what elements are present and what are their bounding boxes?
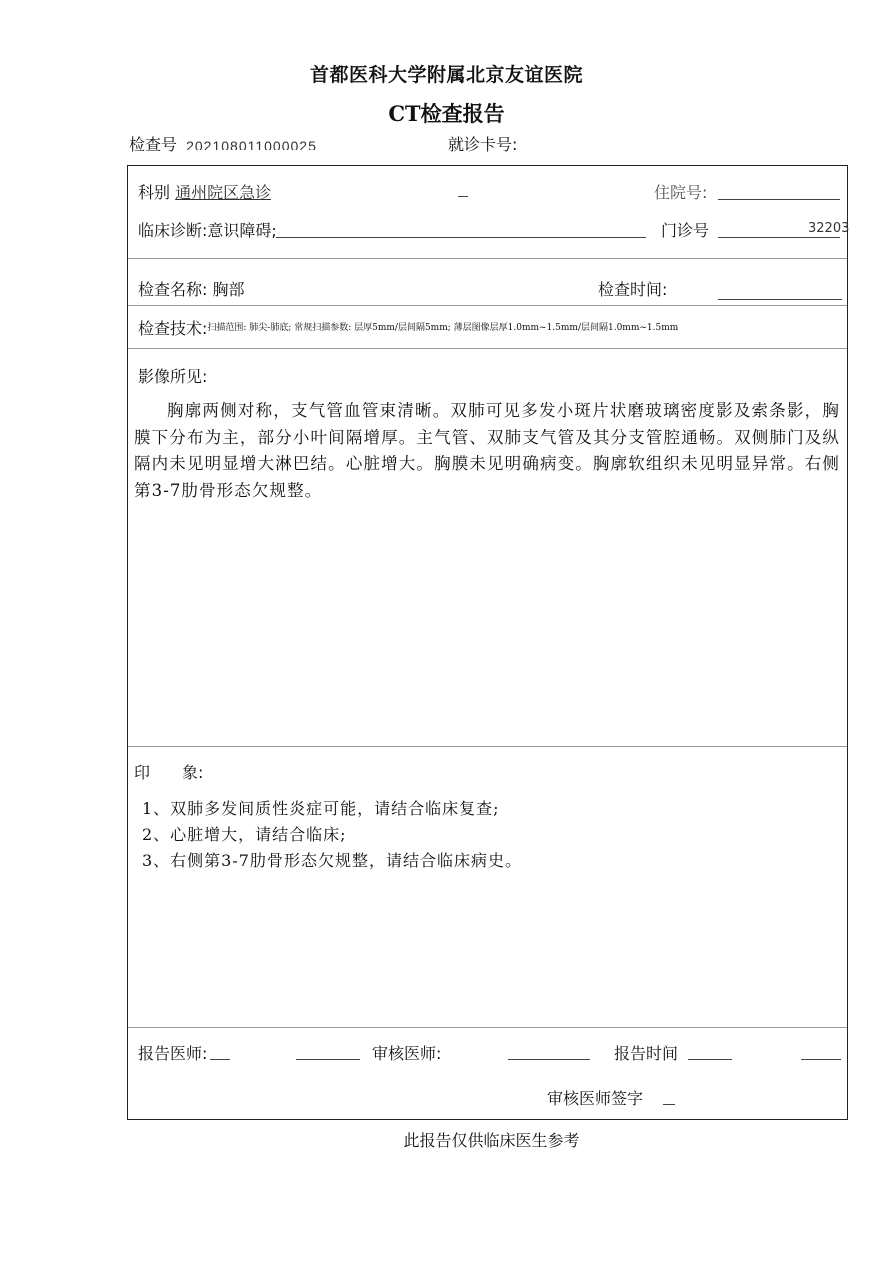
inpatient-number-underline [718,199,840,200]
reviewing-doctor-label: 审核医师: [372,1044,442,1063]
exam-technique-value: 扫描范围: 肺尖-肺底; 常规扫描参数: 层厚5mm/层间隔5mm; 薄层图像层厚1.0mm~1.5mm/层间隔1.0mm~1.5mm [207,323,679,333]
outpatient-number-label: 门诊号 [661,221,710,240]
impression-list [142,796,522,874]
report-title-prefix: CT [388,101,421,126]
impression-item: 3、右侧第3-7肋骨形态欠规整，请结合临床病史。 [142,851,522,870]
report-table [127,165,848,1120]
clinical-diagnosis-label: 临床诊断: [138,221,208,240]
exam-technique-label: 检查技术: [138,319,208,338]
reviewing-doctor-underline [508,1059,590,1060]
impression-item: 2、心脏增大，请结合临床; [142,825,347,844]
exam-name-label: 检查名称: [138,280,208,299]
reviewer-signature-underline [663,1104,675,1105]
visit-card-label: 就诊卡号: [448,135,518,154]
exam-time-underline [718,299,842,300]
exam-number-label: 检查号 [129,135,178,154]
exam-time-field [598,277,667,300]
reporting-doctor-underline [210,1059,230,1060]
department-field [138,180,271,200]
divider [128,746,847,747]
outpatient-number-field [661,218,709,241]
exam-time-label: 检查时间: [598,280,668,299]
impression-item: 1、双肺多发间质性炎症可能，请结合临床复查; [142,799,500,818]
clinical-diagnosis-field [138,218,277,241]
redacted-underline [458,196,468,197]
outpatient-number-underline [718,237,840,238]
findings-label: 影像所见: [138,367,208,386]
exam-number-value: 202108011000025 [186,138,317,150]
reporting-doctor-underline [296,1059,360,1060]
inpatient-number-field [654,180,707,200]
department-label: 科别 [138,183,171,200]
exam-name-value: 胸部 [212,280,245,299]
divider [128,258,847,259]
exam-name-field [138,277,245,300]
report-title-text: 检查报告 [420,102,505,126]
clinical-diagnosis-underline [276,237,646,238]
report-title [0,98,893,128]
report-time-underline [688,1059,732,1060]
reviewer-signature-label: 审核医师签字 [547,1089,644,1108]
reporting-doctor-label: 报告医师: [138,1044,208,1063]
report-time-label: 报告时间 [614,1044,679,1063]
findings-text: 胸廓两侧对称，支气管血管束清晰。双肺可见多发小斑片状磨玻璃密度影及索条影，胸膜下分布为主，部分小叶间隔增厚。主气管、双肺支气管及其分支管腔通畅。双侧肺门及纵隔内未见明显增大淋巴结。心脏增大。胸膜未见明确病变。胸廓软组织未见明显异常。右侧第3-7肋骨形态欠规整。 [134,401,840,500]
disclaimer-note: 此报告仅供临床医生参考 [403,1131,580,1150]
impression-label [134,760,203,783]
department-value: 通州院区急诊 [175,183,272,200]
divider [128,305,847,306]
exam-number [129,132,449,154]
hospital-name: 首都医科大学附属北京友谊医院 [309,64,583,86]
impression-label-1: 印 [134,763,151,782]
inpatient-number-label: 住院号: [654,183,708,200]
clinical-diagnosis-value: 意识障碍; [207,221,277,240]
report-time-underline [801,1059,841,1060]
exam-technique-field [138,316,678,339]
visit-card-number [448,132,568,154]
outpatient-number-value: 32203 [808,221,850,233]
divider [128,348,847,349]
divider [128,1027,847,1028]
impression-label-2: 象: [182,763,204,782]
